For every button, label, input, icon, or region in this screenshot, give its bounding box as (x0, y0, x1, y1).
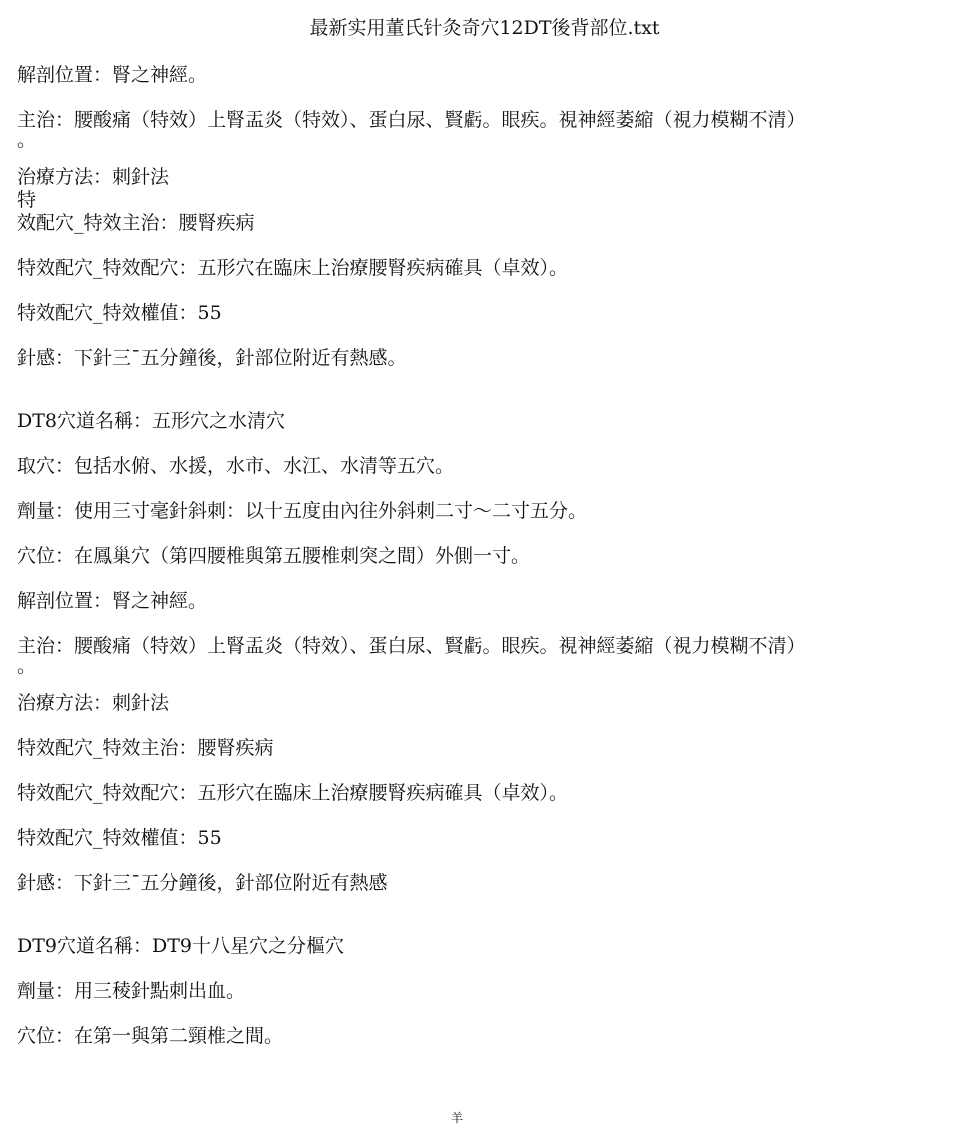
position-line: 穴位：在第一與第二頸椎之間。 (17, 1025, 284, 1047)
point-name-line: DT8穴道名稱：五形穴之水清穴 (17, 410, 285, 432)
indication-line: 主治：腰酸痛（特效）上腎盂炎（特效）、蛋白尿、賢虧。眼疾。視神經萎縮（視力模糊不清） (17, 635, 806, 657)
position-line: 穴位：在鳳巢穴（第四腰椎與第五腰椎刺突之間）外側一寸。 (17, 545, 531, 567)
needle-feel-line: 針感：下針三¯五分鐘後，針部位附近有熱感。 (17, 347, 407, 369)
indication-line: 主治：腰酸痛（特效）上腎盂炎（特效）、蛋白尿、賢虧。眼疾。視神經萎縮（視力模糊不清） (17, 109, 806, 131)
special-main-fragment: 特 (17, 189, 37, 211)
document-body (17, 62, 952, 1049)
indication-tail: 。 (17, 129, 37, 151)
point-name-line: DT9穴道名稱：DT9十八星穴之分樞穴 (17, 935, 344, 957)
special-main-line: 特效配穴_特效主治：腰腎疾病 (17, 737, 274, 759)
anatomy-line: 解剖位置：腎之神經。 (17, 64, 208, 86)
page-title: 最新实用董氏针灸奇穴12DT後背部位.txt (309, 17, 660, 39)
special-main-line: 效配穴_特效主治：腰腎疾病 (17, 212, 255, 234)
special-weight-line: 特效配穴_特效權值：55 (17, 827, 222, 849)
dosage-line: 劑量：使用三寸毫針斜刺：以十五度由內往外斜刺二寸～二寸五分。 (17, 500, 588, 522)
indication-tail: 。 (17, 655, 37, 677)
special-combo-line: 特效配穴_特效配穴：五形穴在臨床上治療腰腎疾病確具（卓效）。 (17, 782, 569, 804)
page-footer-mark: 羊 (451, 1111, 464, 1125)
method-line: 治療方法：刺針法 (17, 692, 170, 714)
method-line: 治療方法：刺針法 (17, 166, 170, 188)
dosage-line: 劑量：用三稜針點刺出血。 (17, 980, 246, 1002)
special-combo-line: 特效配穴_特效配穴：五形穴在臨床上治療腰腎疾病確具（卓效）。 (17, 257, 569, 279)
special-weight-line: 特效配穴_特效權值：55 (17, 302, 222, 324)
location-pick-line: 取穴：包括水俯、水援，水市、水江、水清等五穴。 (17, 455, 455, 477)
anatomy-line: 解剖位置：腎之神經。 (17, 590, 208, 612)
needle-feel-line: 針感：下針三¯五分鐘後，針部位附近有熱感 (17, 872, 388, 894)
